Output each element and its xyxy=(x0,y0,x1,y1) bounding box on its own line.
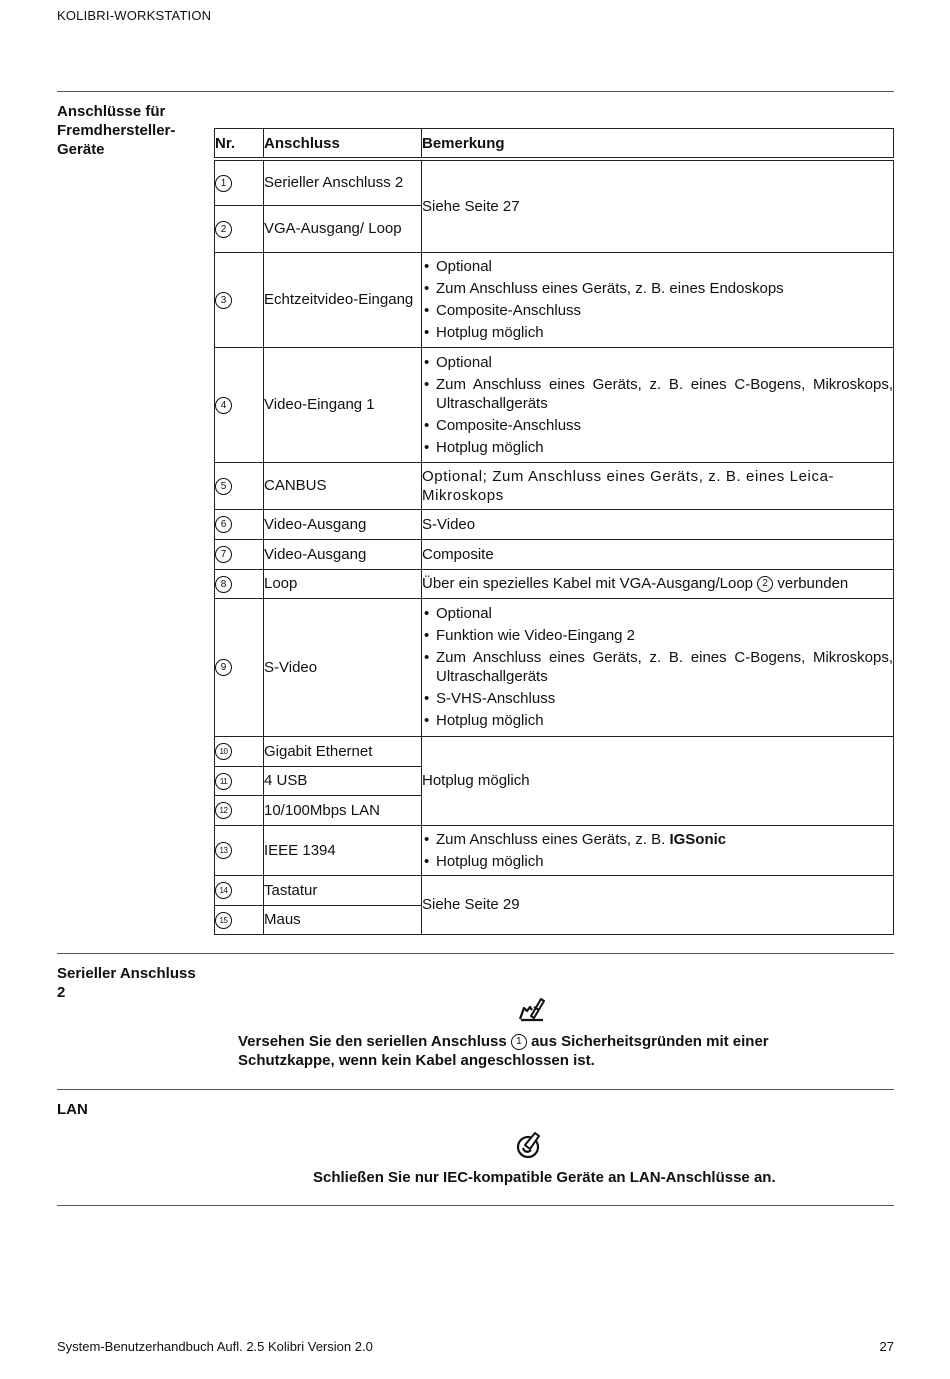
connector-name: CANBUS xyxy=(264,462,422,509)
table-row xyxy=(215,875,894,905)
connector-remark: Siehe Seite 29 xyxy=(422,875,894,934)
divider xyxy=(57,953,894,954)
column-header-anschluss: Anschluss xyxy=(264,129,422,160)
row-number: 12 xyxy=(215,795,264,825)
row-number: 3 xyxy=(215,252,264,347)
row-number: 7 xyxy=(215,539,264,569)
remark-text: Über ein spezielles Kabel mit VGA-Ausgang/Loop xyxy=(422,575,754,592)
section-label-serial: Serieller Anschluss 2 xyxy=(57,965,196,1001)
list-item: • Hotplug möglich xyxy=(422,323,893,342)
connector-name: Video-Ausgang xyxy=(264,509,422,539)
footer-document-title: System-Benutzerhandbuch Aufl. 2.5 Kolibri Version 2.0 xyxy=(57,1339,373,1354)
table-row xyxy=(215,509,894,539)
table-row xyxy=(215,159,894,205)
list-item: • Optional xyxy=(422,353,893,372)
connector-name: IEEE 1394 xyxy=(264,825,422,875)
divider xyxy=(57,91,894,92)
list-item: • Zum Anschluss eines Geräts, z. B. eines C-Bogens, Mikroskops, Ultraschallgeräts xyxy=(422,648,893,686)
list-item: • S-VHS-Anschluss xyxy=(422,689,893,708)
table-row xyxy=(215,736,894,766)
divider xyxy=(57,1205,894,1206)
row-number: 4 xyxy=(215,347,264,462)
table-row xyxy=(215,462,894,509)
table-row xyxy=(215,825,894,875)
row-number: 6 xyxy=(215,509,264,539)
connector-remark: S-Video xyxy=(422,509,894,539)
table-row xyxy=(215,539,894,569)
connector-remark: Siehe Seite 27 xyxy=(422,159,894,252)
row-number: 8 xyxy=(215,569,264,598)
table-row xyxy=(215,598,894,736)
list-item: • Composite-Anschluss xyxy=(422,301,893,320)
connector-remark: Composite xyxy=(422,539,894,569)
list-item: • Funktion wie Video-Eingang 2 xyxy=(422,626,893,645)
serial-port-note: Versehen Sie den seriellen Anschluss 1 aus Sicherheitsgründen mit einer Schutzkappe, wenn kein Kabel angeschlossen ist. xyxy=(238,1033,769,1069)
row-number: 1 xyxy=(215,159,264,205)
bold-term: IGSonic xyxy=(669,830,727,848)
connector-name: VGA-Ausgang/ Loop xyxy=(264,205,422,252)
section-label-connectors: Anschlüsse für Fremdhersteller-Geräte xyxy=(57,103,176,158)
connector-remark xyxy=(422,347,894,462)
connector-name: Serieller Anschluss 2 xyxy=(264,159,422,205)
divider xyxy=(57,1089,894,1090)
remark-text: verbunden xyxy=(777,575,849,592)
connector-name: Video-Eingang 1 xyxy=(264,347,422,462)
row-number: 11 xyxy=(215,766,264,795)
connector-remark xyxy=(422,569,894,598)
list-item: • Zum Anschluss eines Geräts, z. B. IGSonic xyxy=(422,830,893,849)
list-item: • Optional xyxy=(422,257,893,276)
column-header-bemerkung: Bemerkung xyxy=(422,129,894,160)
row-number: 14 xyxy=(215,875,264,905)
page-number: 27 xyxy=(879,1339,894,1354)
list-item: • Hotplug möglich xyxy=(422,438,893,457)
connector-name: Maus xyxy=(264,905,422,934)
table-row xyxy=(215,347,894,462)
document-header: KOLIBRI-WORKSTATION xyxy=(57,8,212,23)
row-number: 10 xyxy=(215,736,264,766)
connector-remark xyxy=(422,825,894,875)
connector-remark xyxy=(422,598,894,736)
row-number: 9 xyxy=(215,598,264,736)
connector-name: Loop xyxy=(264,569,422,598)
reference-circle: 2 xyxy=(757,576,773,592)
connector-remark: Hotplug möglich xyxy=(422,736,894,825)
note-pen-icon xyxy=(517,994,547,1029)
connector-remark: Optional; Zum Anschluss eines Geräts, z. B. eines Leica-Mikroskops xyxy=(422,462,894,509)
reference-circle: 1 xyxy=(511,1034,527,1050)
list-item: • Zum Anschluss eines Geräts, z. B. eines C-Bogens, Mikroskops, Ultraschallgeräts xyxy=(422,375,893,413)
section-label-lan: LAN xyxy=(57,1101,88,1118)
lan-note: Schließen Sie nur IEC-kompatible Geräte an LAN-Anschlüsse an. xyxy=(313,1169,776,1186)
list-item: • Composite-Anschluss xyxy=(422,416,893,435)
connector-name: Video-Ausgang xyxy=(264,539,422,569)
table-row xyxy=(215,569,894,598)
list-item: • Optional xyxy=(422,604,893,623)
table-row xyxy=(215,252,894,347)
connector-name: S-Video xyxy=(264,598,422,736)
row-number: 2 xyxy=(215,205,264,252)
connector-name: Echtzeitvideo-Eingang xyxy=(264,252,422,347)
row-number: 5 xyxy=(215,462,264,509)
column-header-nr: Nr. xyxy=(215,129,264,160)
connector-name: Gigabit Ethernet xyxy=(264,736,422,766)
list-item: • Hotplug möglich xyxy=(422,852,893,871)
row-number: 15 xyxy=(215,905,264,934)
connector-table xyxy=(214,128,894,935)
connector-name: 10/100Mbps LAN xyxy=(264,795,422,825)
table-header-row xyxy=(215,129,894,160)
list-item: • Hotplug möglich xyxy=(422,711,893,730)
connector-name: 4 USB xyxy=(264,766,422,795)
caution-hand-icon xyxy=(515,1130,545,1165)
connector-name: Tastatur xyxy=(264,875,422,905)
row-number: 13 xyxy=(215,825,264,875)
list-item: • Zum Anschluss eines Geräts, z. B. eines Endoskops xyxy=(422,279,893,298)
connector-remark xyxy=(422,252,894,347)
